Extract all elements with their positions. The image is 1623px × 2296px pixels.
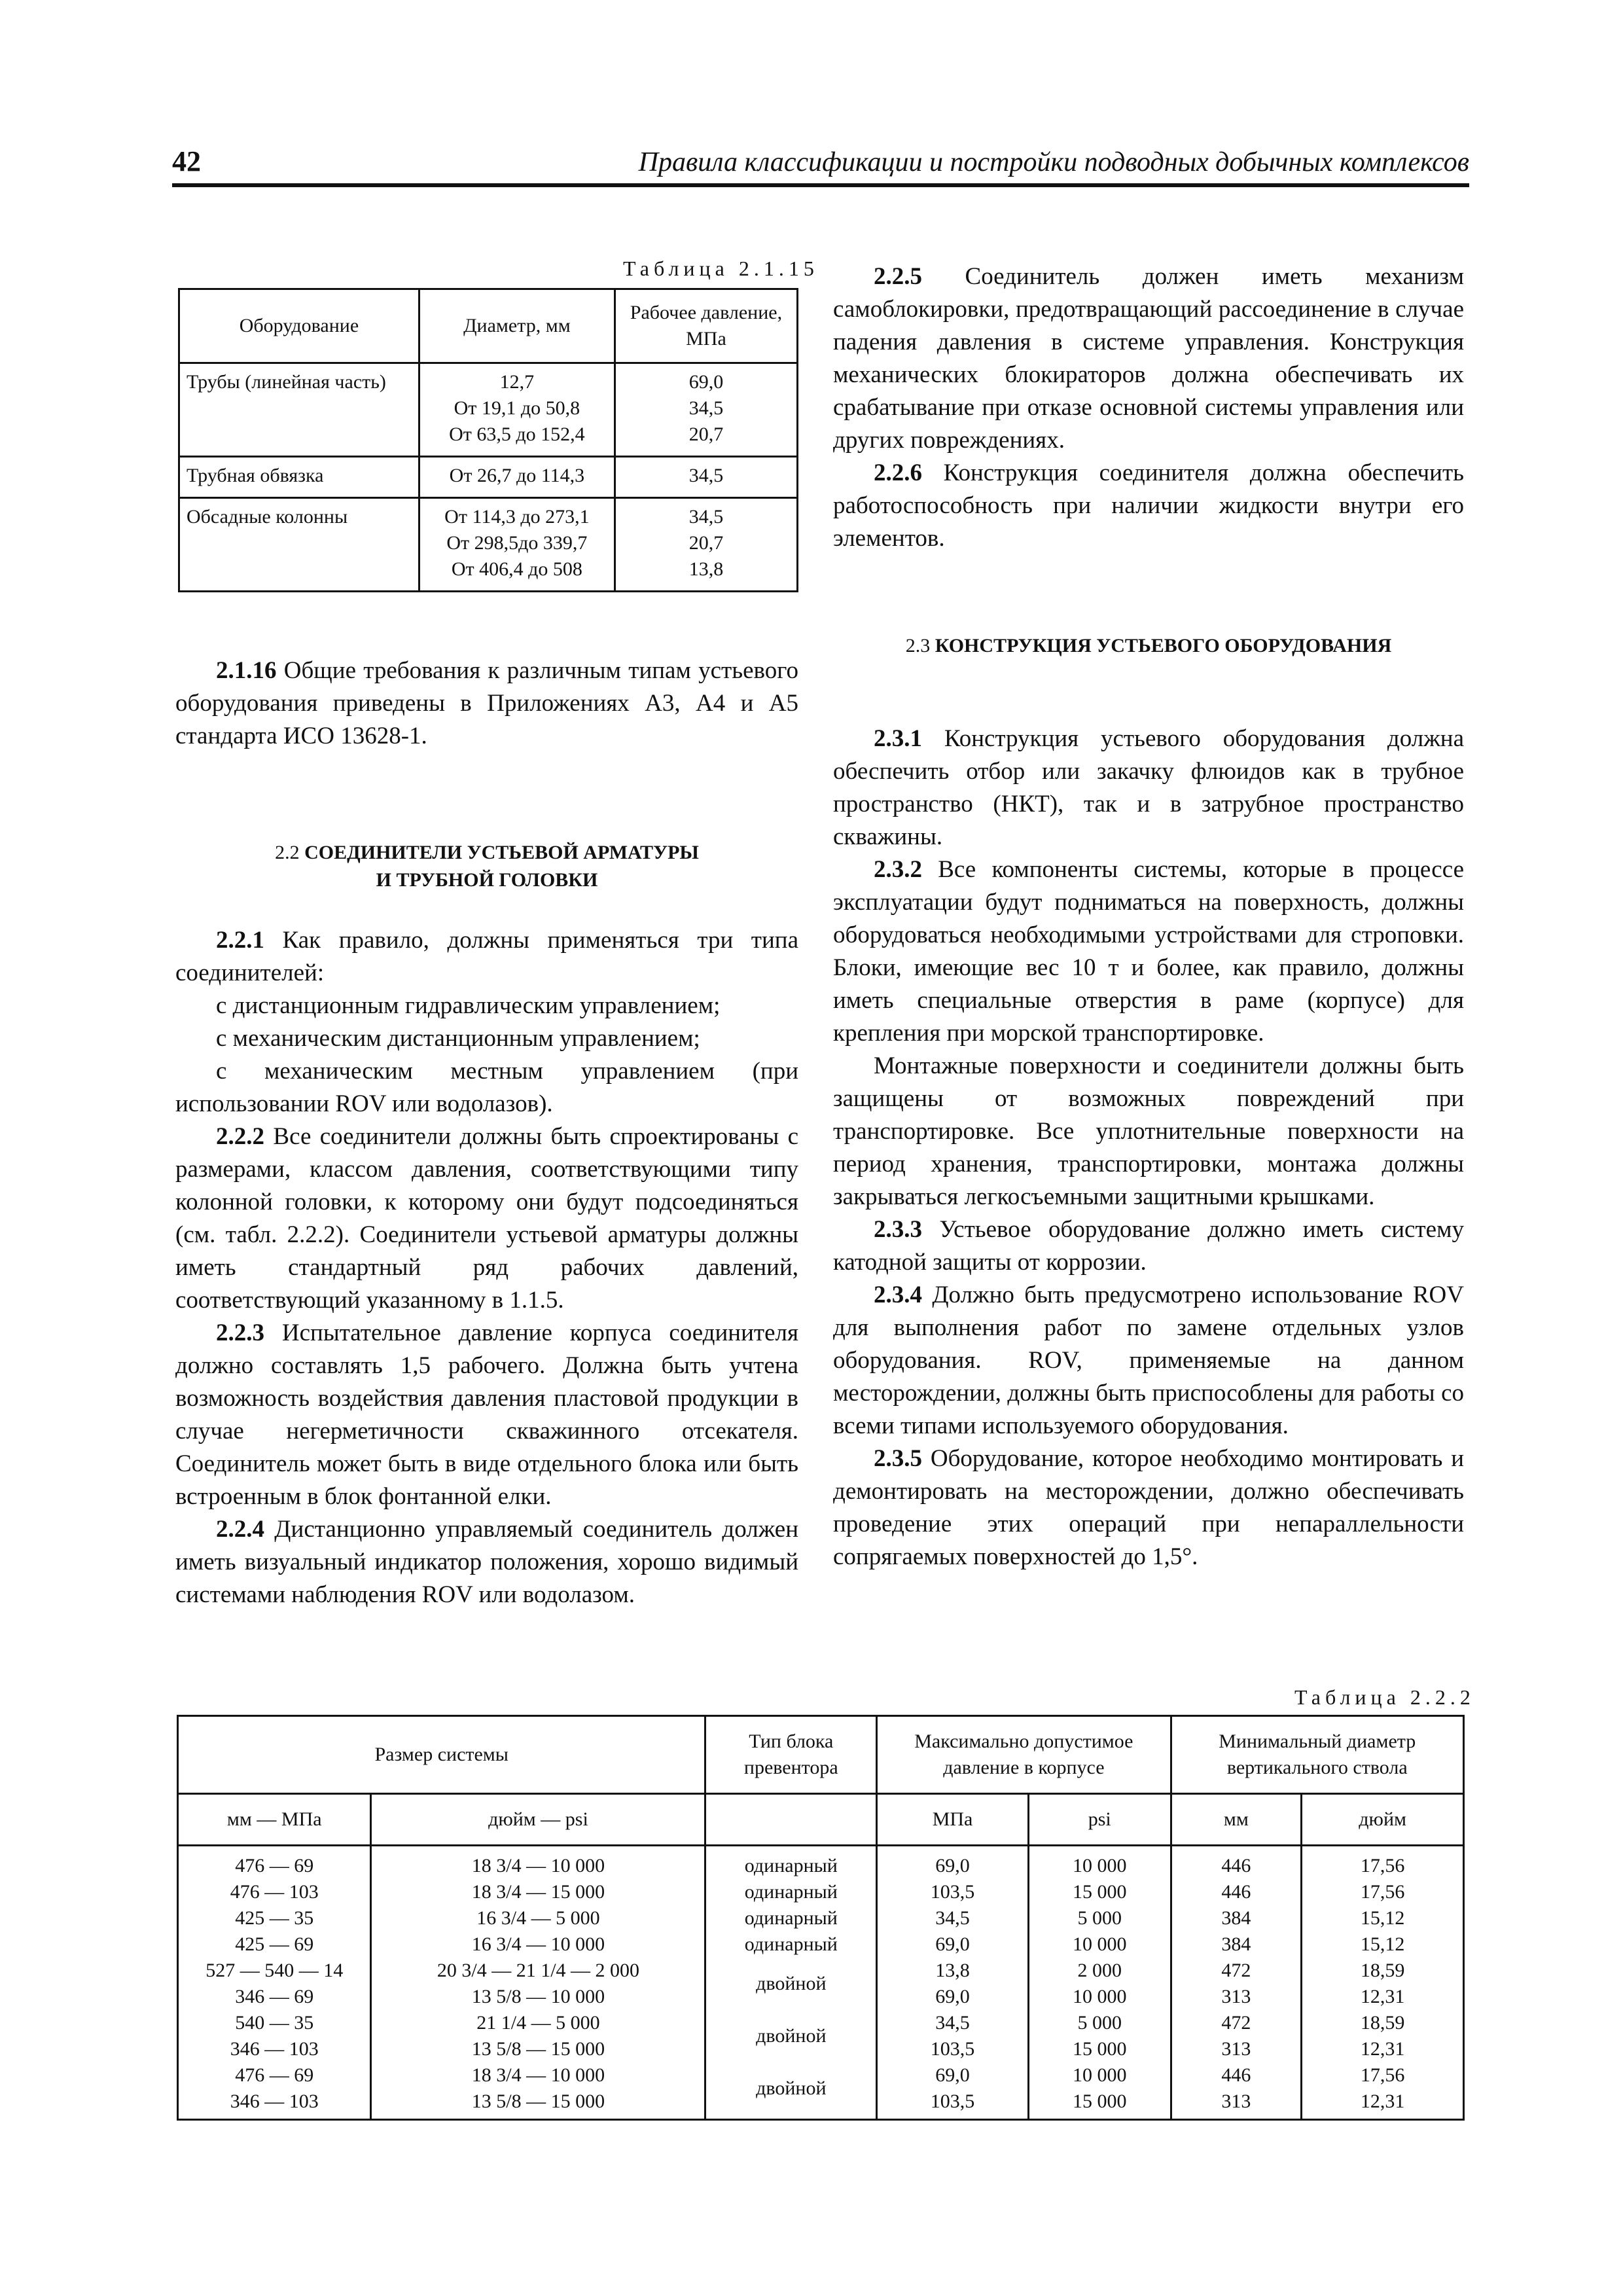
clause-number: 2.3.1 (874, 725, 922, 752)
table-column-bop-type (705, 1846, 877, 2120)
paragraph-text: Все соединители должны быть спроектированы с размерами, классом давления, соответствующими типу колонной головки, к которому они будут подсоединяться (см. табл. 2.2.2). Соединители устьевой арматуры должны иметь стандартный ряд рабочих давлений, соответствующий указанному в 1.1.5. (175, 1123, 798, 1314)
list-item: с механическим местным управлением (при использовании ROV или водолазов). (175, 1058, 798, 1117)
cell-line: 103,5 (930, 2038, 975, 2060)
cell-line: одинарный (744, 1855, 838, 1876)
cell-line: От 63,5 до 152,4 (449, 423, 585, 445)
paragraph-2-2-4 (175, 1513, 798, 1611)
column-header: Диаметр, мм (419, 289, 615, 363)
clause-number: 2.2.4 (216, 1516, 264, 1543)
cell-line: 17,56 (1360, 1855, 1405, 1876)
clause-number: 2.3.4 (874, 1282, 922, 1308)
cell-line: От 406,4 до 508 (451, 558, 582, 580)
paragraph-2-3-4 (833, 1279, 1464, 1443)
list-item: с дистанционным гидравлическим управлением; (216, 992, 721, 1019)
cell-line: 69,0 (935, 2064, 970, 2086)
cell-line: 16 3/4 — 10 000 (471, 1933, 605, 1955)
cell-line: 69,0 (935, 1855, 970, 1876)
cell-line: 10 000 (1072, 1933, 1127, 1955)
paragraph-text: Конструкция устьевого оборудования должна обеспечить отбор или закачку флюидов как в трубное пространство (НКТ), так и в затрубное пространство скважины. (833, 725, 1464, 850)
table-column-mm-mpa (178, 1846, 371, 2120)
cell-line: 346 — 103 (230, 2090, 319, 2112)
cell-line: 103,5 (930, 2090, 975, 2112)
paragraph-text: Оборудование, которое необходимо монтировать и демонтировать на месторождении, должно обеспечивать проведение этих операций при непараллельности сопрягаемых поверхностей до 1,5°. (833, 1445, 1464, 1570)
cell-line: 20,7 (688, 532, 724, 554)
cell-line: 446 (1221, 1881, 1251, 1903)
column-subheader: мм (1171, 1794, 1302, 1846)
paragraph-text: Устьевое оборудование должно иметь систему катодной защиты от коррозии. (833, 1216, 1464, 1276)
cell-line: 17,56 (1360, 2064, 1405, 2086)
cell-line: 18 3/4 — 10 000 (471, 2064, 605, 2086)
clause-number: 2.3.3 (874, 1216, 922, 1243)
cell-line: 13,8 (935, 1960, 970, 1981)
cell-line: 425 — 35 (235, 1907, 314, 1929)
cell-line: 476 — 69 (235, 2064, 314, 2086)
clause-number: 2.2.3 (216, 1319, 264, 1346)
paragraph-text: Должно быть предусмотрено использование ROV для выполнения работ по замене отдельных узлов оборудования. ROV, применяемые на данном месторождении, должны быть приспособлены для работы со всеми типами используемого оборудования. (833, 1282, 1464, 1439)
column-header: Рабочее давление, МПа (615, 289, 797, 363)
cell-line: 10 000 (1072, 1855, 1127, 1876)
table-cell (615, 363, 797, 457)
cell-line: 10 000 (1072, 1986, 1127, 2007)
cell-line: 12,7 (499, 371, 535, 393)
clause-number: 2.2.6 (874, 459, 922, 486)
cell-line: 21 1/4 — 5 000 (476, 2012, 600, 2034)
paragraph-2-2-6 (833, 457, 1464, 555)
left-column (175, 655, 798, 1611)
table-cell: Обсадные колонны (179, 498, 419, 592)
cell-line: 313 (1221, 2090, 1251, 2112)
table-column-bore-inch (1302, 1846, 1464, 2120)
table-subheader-row (178, 1794, 1464, 1846)
table-cell (615, 498, 797, 592)
table-column-inch-psi (371, 1846, 705, 2120)
section-number: 2.2 (275, 842, 300, 863)
cell-line: 34,5 (935, 2012, 970, 2034)
cell-line: 15 000 (1072, 1881, 1127, 1903)
paragraph-text: Как правило, должны применяться три типа соединителей: (175, 927, 798, 986)
paragraph-text: Испытательное давление корпуса соединителя должно составлять 1,5 рабочего. Должна быть учтена возможность воздействия давления пластовой продукции в случае негерметичности скважинного отсекателя. Соединитель может быть в виде отдельного блока или быть встроенным в блок фонтанной елки. (175, 1319, 798, 1510)
cell-line: двойной (756, 2025, 827, 2047)
cell-line: 18 3/4 — 15 000 (471, 1881, 605, 1903)
paragraph-2-3-1 (833, 723, 1464, 853)
section-title-line: И ТРУБНОЙ ГОЛОВКИ (376, 869, 598, 891)
cell-line: От 114,3 до 273,1 (444, 506, 590, 528)
table-header-row (179, 289, 798, 363)
cell-line: 425 — 69 (235, 1933, 314, 1955)
cell-line: 527 — 540 — 14 (205, 1960, 344, 1981)
paragraph-2-3-5 (833, 1443, 1464, 1573)
cell-line: 15 000 (1072, 2090, 1127, 2112)
cell-line: 13 5/8 — 15 000 (471, 2090, 605, 2112)
clause-number: 2.2.2 (216, 1123, 264, 1150)
cell-line: 446 (1221, 2064, 1251, 2086)
list-item: с механическим дистанционным управлением; (216, 1025, 700, 1052)
clause-number: 2.2.1 (216, 927, 264, 954)
table-row (179, 457, 798, 498)
paragraph-text: Конструкция соединителя должна обеспечить работоспособность при наличии жидкости внутри его элементов. (833, 459, 1464, 552)
cell-line: 472 (1221, 1960, 1251, 1981)
clause-number: 2.1.16 (216, 657, 277, 684)
paragraph-2-2-1 (175, 924, 798, 990)
paragraph-text: Все компоненты системы, которые в процессе эксплуатации будут подниматься на поверхность, должны оборудоваться необходимыми устройствами для строповки. Блоки, имеющие вес 10 т и более, как правило, должны иметь специальные отверстия в раме (корпусе) для крепления при морской транспортировке. (833, 856, 1464, 1047)
cell-line: 10 000 (1072, 2064, 1127, 2086)
table-row (179, 363, 798, 457)
cell-line: 34,5 (935, 1907, 970, 1929)
cell-line: 15 000 (1072, 2038, 1127, 2060)
section-number: 2.3 (905, 635, 931, 656)
cell-line: От 19,1 до 50,8 (454, 397, 580, 419)
paragraph-2-1-16 (175, 655, 798, 753)
cell-line: одинарный (744, 1881, 838, 1903)
cell-line: 476 — 69 (235, 1855, 314, 1876)
cell-line: 476 — 103 (230, 1881, 319, 1903)
cell-line: 103,5 (930, 1881, 975, 1903)
cell-line: 18,59 (1360, 1960, 1405, 1981)
cell-line: одинарный (744, 1907, 838, 1929)
cell-line: 540 — 35 (235, 2012, 314, 2034)
cell-line: 2 000 (1077, 1960, 1122, 1981)
cell-line: 13 5/8 — 15 000 (471, 2038, 605, 2060)
cell-line: 18 3/4 — 10 000 (471, 1855, 605, 1876)
paragraph-2-2-3 (175, 1317, 798, 1513)
column-subheader: дюйм — psi (371, 1794, 705, 1846)
column-header: Минимальный диаметр вертикального ствола (1171, 1716, 1463, 1794)
cell-line: 472 (1221, 2012, 1251, 2034)
column-subheader: мм — МПа (178, 1794, 371, 1846)
table-cell (419, 498, 615, 592)
cell-line: одинарный (744, 1933, 838, 1955)
clause-number: 2.2.5 (874, 263, 922, 290)
paragraph-2-3-2 (833, 853, 1464, 1050)
paragraph-2-3-2-cont: Монтажные поверхности и соединители должны быть защищены от возможных повреждений при транспортировке. Все уплотнительные поверхности на период хранения, транспортировки, монтажа должны закрываться легкосъемными защитными крышками. (833, 1052, 1464, 1210)
paragraph-2-2-2 (175, 1121, 798, 1317)
cell-line: 13,8 (688, 558, 724, 580)
cell-line: 20,7 (688, 423, 724, 445)
cell-line: 384 (1221, 1907, 1251, 1929)
column-header: Тип блока превентора (705, 1716, 877, 1794)
column-subheader: МПа (877, 1794, 1029, 1846)
cell-line: 17,56 (1360, 1881, 1405, 1903)
paragraph-text: Дистанционно управляемый соединитель должен иметь визуальный индикатор положения, хорошо видимый системами наблюдения ROV или водолазом. (175, 1516, 798, 1608)
clause-number: 2.3.2 (874, 856, 922, 883)
column-header: Размер системы (178, 1716, 705, 1794)
cell-line: 12,31 (1360, 2038, 1405, 2060)
table-2-2-2-caption: Таблица 2.2.2 (1294, 1685, 1475, 1709)
cell-line: От 298,5до 339,7 (446, 532, 588, 554)
column-header: Оборудование (179, 289, 419, 363)
table-header-row (178, 1716, 1464, 1794)
table-2-1-15-caption: Таблица 2.1.15 (623, 257, 819, 280)
cell-line: 346 — 103 (230, 2038, 319, 2060)
section-title-line: СОЕДИНИТЕЛИ УСТЬЕВОЙ АРМАТУРЫ (304, 842, 699, 863)
cell-line: 13 5/8 — 10 000 (471, 1986, 605, 2007)
table-cell (419, 363, 615, 457)
section-title: КОНСТРУКЦИЯ УСТЬЕВОГО ОБОРУДОВАНИЯ (935, 635, 1392, 656)
table-column-pressure-psi (1028, 1846, 1171, 2120)
table-cell: 34,5 (615, 457, 797, 498)
column-subheader (705, 1794, 877, 1846)
cell-line: 69,0 (688, 371, 724, 393)
cell-line: 15,12 (1360, 1933, 1405, 1955)
cell-line: двойной (756, 2077, 827, 2099)
paragraph-text: Соединитель должен иметь механизм самоблокировки, предотвращающий рассоединение в случае падения давления в системе управления. Конструкция механических блокираторов должна обеспечивать их срабатывание при отказе основной системы управления или других повреждениях. (833, 263, 1464, 454)
table-body-row (178, 1846, 1464, 2120)
cell-line: 346 — 69 (235, 1986, 314, 2007)
cell-line: 16 3/4 — 5 000 (476, 1907, 600, 1929)
cell-line: 384 (1221, 1933, 1251, 1955)
table-column-pressure-mpa (877, 1846, 1029, 2120)
cell-line: 313 (1221, 2038, 1251, 2060)
column-subheader: дюйм (1302, 1794, 1464, 1846)
cell-line: 15,12 (1360, 1907, 1405, 1929)
right-column (833, 260, 1464, 1573)
table-cell: От 26,7 до 114,3 (419, 457, 615, 498)
section-heading-2-2 (175, 839, 798, 894)
running-title: Правила классификации и постройки подводных добычных комплексов (638, 147, 1469, 177)
table-2-1-15 (178, 288, 798, 592)
column-subheader: psi (1028, 1794, 1171, 1846)
column-header: Максимально допустимое давление в корпусе (877, 1716, 1171, 1794)
cell-line: двойной (756, 1973, 827, 1994)
paragraph-2-3-3 (833, 1213, 1464, 1279)
paragraph-text: Общие требования к различным типам устьевого оборудования приведены в Приложениях А3, А4 и А5 стандарта ИСО 13628-1. (175, 657, 798, 749)
cell-line: 313 (1221, 1986, 1251, 2007)
cell-line: 20 3/4 — 21 1/4 — 2 000 (437, 1960, 640, 1981)
cell-line: 69,0 (935, 1933, 970, 1955)
cell-line: 5 000 (1077, 2012, 1122, 2034)
table-cell: Трубная обвязка (179, 457, 419, 498)
cell-line: 69,0 (935, 1986, 970, 2007)
page-number: 42 (172, 145, 201, 177)
cell-line: 446 (1221, 1855, 1251, 1876)
cell-line: 12,31 (1360, 1986, 1405, 2007)
page-header (172, 145, 1469, 187)
cell-line: 12,31 (1360, 2090, 1405, 2112)
paragraph-2-2-5 (833, 260, 1464, 457)
cell-line: 18,59 (1360, 2012, 1405, 2034)
cell-line: 34,5 (688, 397, 724, 419)
cell-line: 34,5 (688, 506, 724, 528)
table-column-bore-mm (1171, 1846, 1302, 2120)
table-2-2-2 (177, 1715, 1465, 2121)
clause-number: 2.3.5 (874, 1445, 922, 1472)
table-cell: Трубы (линейная часть) (179, 363, 419, 457)
section-heading-2-3 (833, 632, 1464, 660)
cell-line: 5 000 (1077, 1907, 1122, 1929)
table-row (179, 498, 798, 592)
